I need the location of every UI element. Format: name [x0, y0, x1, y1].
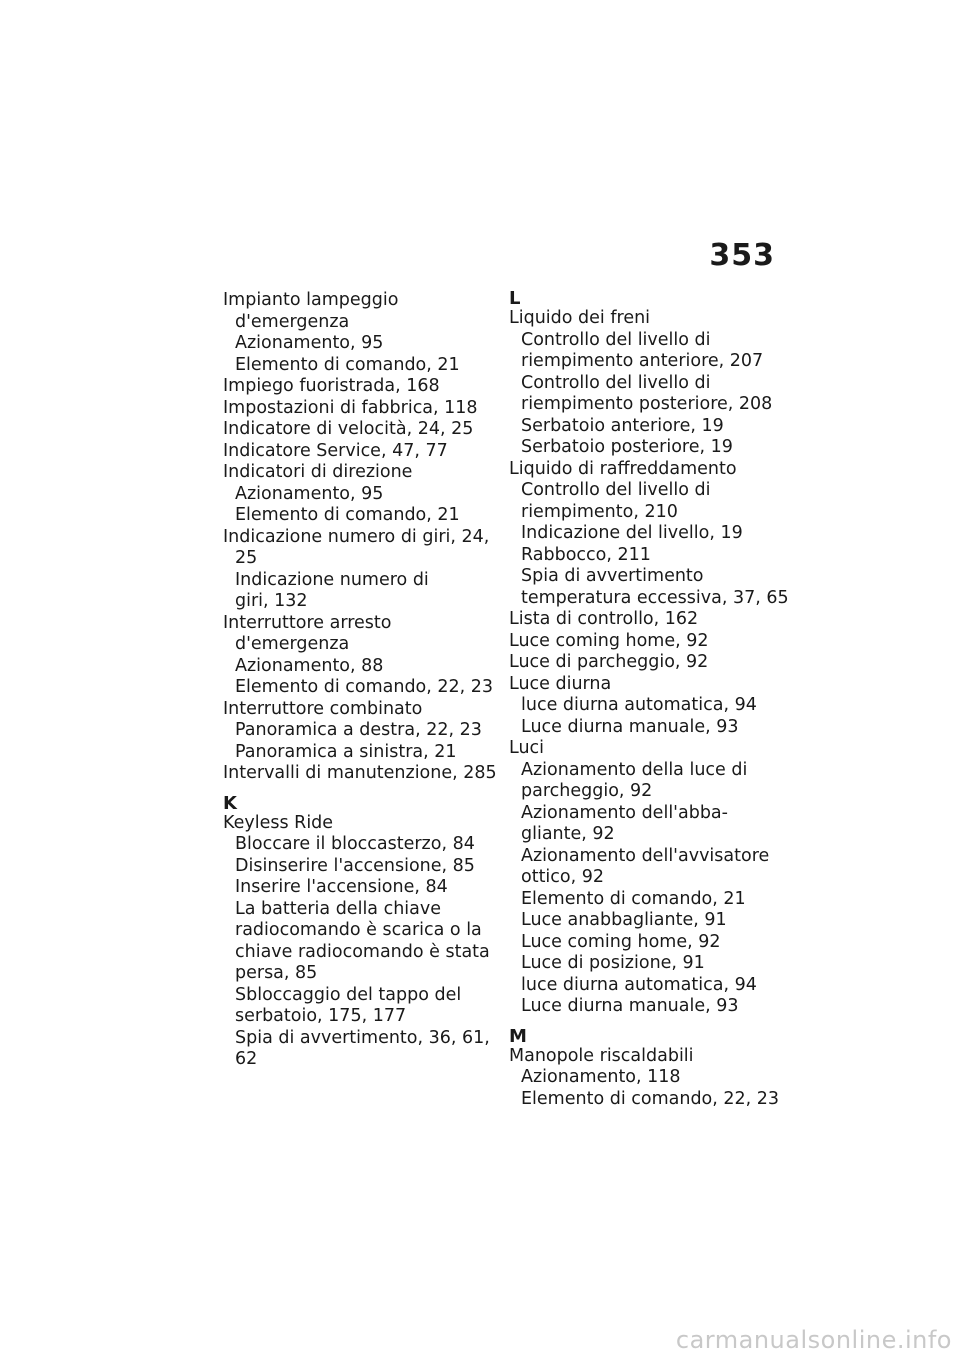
index-subentry: Luce diurna manuale, 93: [521, 716, 739, 737]
index-subentry: Bloccare il bloccasterzo, 84: [235, 834, 475, 854]
index-entry: Interruttore combinato: [223, 698, 423, 719]
index-subentry: radiocomando è scarica o la: [235, 920, 482, 940]
index-subentry: Luce di posizione, 91: [521, 953, 705, 973]
index-subentry: riempimento posteriore, 208: [521, 394, 773, 414]
index-subentry: persa, 85: [235, 963, 318, 983]
index-subentry: Controllo del livello di: [521, 372, 711, 393]
index-subentry: Elemento di comando, 21: [235, 354, 460, 375]
index-entry: Indicatore di velocità, 24, 25: [223, 419, 474, 439]
index-entry: Luce diurna: [509, 673, 612, 694]
index-entry: Keyless Ride: [223, 812, 334, 833]
index-subentry: Controllo del livello di: [521, 480, 711, 500]
index-subentry: Spia di avvertimento: [521, 566, 704, 586]
index-subentry: Elemento di comando, 22, 23: [235, 677, 494, 697]
index-subentry: 62: [235, 1049, 258, 1069]
index-entry: Manopole riscaldabili: [509, 1045, 694, 1066]
index-subentry: Serbatoio anteriore, 19: [521, 415, 724, 436]
index-subentry: riempimento anteriore, 207: [521, 351, 764, 371]
index-entry: Luce di parcheggio, 92: [509, 652, 709, 672]
index-subentry: Luce coming home, 92: [521, 931, 721, 952]
index-subentry: Panoramica a destra, 22, 23: [235, 720, 482, 740]
index-subentry: gliante, 92: [521, 824, 615, 844]
index-subentry: serbatoio, 175, 177: [235, 1006, 407, 1026]
index-subentry: 25: [235, 548, 258, 568]
page-number: 353: [709, 238, 775, 273]
index-entry: Interruttore arresto: [223, 612, 392, 633]
index-subentry: Inserire l'accensione, 84: [235, 877, 448, 897]
index-subentry: Indicazione numero di: [235, 569, 429, 590]
index-subentry: Luce anabbagliante, 91: [521, 910, 727, 930]
index-subentry: luce diurna automatica, 94: [521, 695, 757, 715]
index-entry: Liquido dei freni: [509, 308, 651, 328]
index-subentry: temperatura eccessiva, 37, 65: [521, 587, 789, 608]
index-subentry: Elemento di comando, 21: [521, 888, 746, 909]
index-column-right: [509, 290, 789, 1110]
index-subentry: Spia di avvertimento, 36, 61,: [235, 1027, 490, 1048]
index-column-left: [223, 290, 498, 1071]
index-subentry: Azionamento dell'avvisatore: [521, 845, 770, 866]
index-subentry: d'emergenza: [235, 634, 350, 654]
index-subentry: Azionamento, 88: [235, 655, 384, 676]
index-entry: Luci: [509, 738, 545, 758]
index-entry: Intervalli di manutenzione, 285: [223, 763, 497, 783]
index-entry: Impianto lampeggio: [223, 290, 399, 310]
index-subentry: Elemento di comando, 21: [235, 505, 460, 525]
index-subentry: Rabbocco, 211: [521, 544, 651, 565]
index-letter-heading: M: [509, 1025, 527, 1047]
index-entry: Indicatore Service, 47, 77: [223, 440, 448, 461]
index-subentry: Luce diurna manuale, 93: [521, 996, 739, 1016]
index-subentry: La batteria della chiave: [235, 898, 442, 919]
index-subentry: riempimento, 210: [521, 501, 678, 522]
index-subentry: Indicazione del livello, 19: [521, 523, 743, 543]
index-subentry: giri, 132: [235, 591, 308, 611]
index-entry: Indicazione numero di giri, 24,: [223, 526, 490, 547]
index-letter-heading: K: [223, 792, 237, 814]
index-subentry: parcheggio, 92: [521, 781, 653, 801]
index-entry: Liquido di raffreddamento: [509, 458, 737, 479]
index-entry: Luce coming home, 92: [509, 630, 709, 651]
watermark: carmanualsonline.info: [675, 1326, 952, 1354]
index-subentry: Elemento di comando, 22, 23: [521, 1088, 780, 1109]
index-letter-heading: L: [509, 288, 521, 309]
index-entry: Impostazioni di fabbrica, 118: [223, 397, 478, 418]
index-subentry: Serbatoio posteriore, 19: [521, 437, 733, 457]
index-subentry: Azionamento dell'abba-: [521, 802, 728, 823]
index-subentry: Panoramica a sinistra, 21: [235, 741, 457, 762]
index-subentry: Azionamento della luce di: [521, 759, 748, 780]
index-entry: Lista di controllo, 162: [509, 609, 699, 629]
index-entry: Impiego fuoristrada, 168: [223, 376, 440, 396]
index-subentry: chiave radiocomando è stata: [235, 941, 490, 962]
index-subentry: Azionamento, 118: [521, 1067, 681, 1087]
index-subentry: Sbloccaggio del tappo del: [235, 984, 462, 1005]
index-subentry: Azionamento, 95: [235, 333, 384, 353]
index-subentry: d'emergenza: [235, 311, 350, 332]
index-subentry: luce diurna automatica, 94: [521, 974, 757, 995]
index-subentry: Azionamento, 95: [235, 483, 384, 504]
index-subentry: Disinserire l'accensione, 85: [235, 855, 475, 876]
index-entry: Indicatori di direzione: [223, 462, 413, 482]
index-subentry: Controllo del livello di: [521, 329, 711, 350]
index-subentry: ottico, 92: [521, 867, 605, 887]
